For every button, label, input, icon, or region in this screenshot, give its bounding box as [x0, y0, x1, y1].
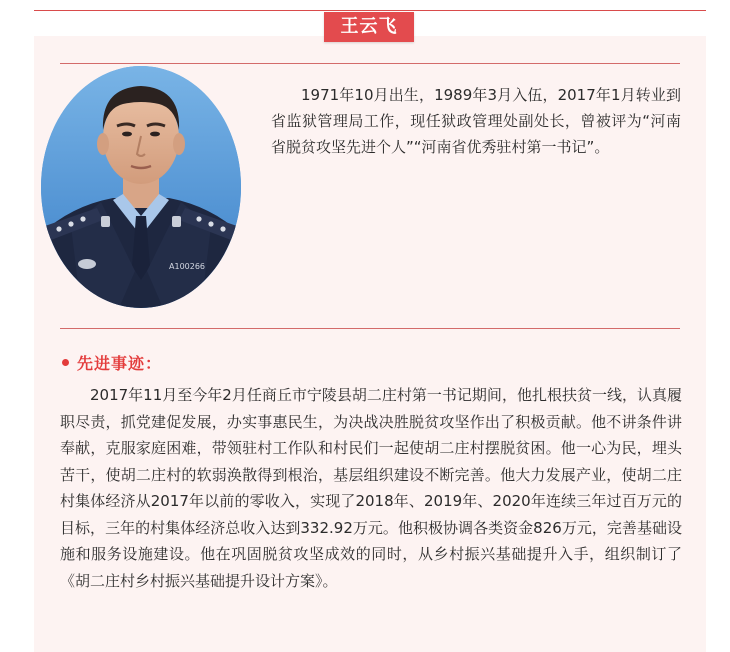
top-divider [34, 10, 706, 11]
bullet-dot-icon [62, 359, 69, 366]
portrait-photo [41, 66, 241, 308]
lower-divider [60, 328, 680, 329]
name-tag: 王云飞 [324, 12, 414, 42]
deeds-heading [62, 351, 162, 373]
badge-number: A100266 [169, 262, 206, 271]
deeds-paragraph: 2017年11月至今年2月任商丘市宁陵县胡二庄村第一书记期间，他扎根扶贫一线，认真履职尽责，抓党建促发展，办实事惠民生，为决战决胜脱贫攻坚作出了积极贡献。他不讲条件讲奉献，克服家庭困难，带领驻村工作队和村民们一起使胡二庄村摆脱贫困。他一心为民，埋头苦干，使胡二庄村的软弱涣散得到根治，基层组织建设不断完善。他大力发展产业，使胡二庄村集体经济从2017年以前的零收入，实现了2018年、2019年、2020年连续三年过百万元的目标，三年的村集体经济总收入达到332.92万元。他积极协调各类资金826万元，完善基础设施和服务设施建设。他在巩固脱贫攻坚成效的同时，从乡村振兴基础提升入手，组织制订了《胡二庄村乡村振兴基础提升设计方案》。 [60, 386, 682, 590]
officer-portrait-illustration [41, 66, 241, 308]
upper-divider [60, 63, 680, 64]
bio-paragraph: 1971年10月出生，1989年3月入伍，2017年1月转业到省监狱管理局工作，现任狱政管理处副处长，曾被评为“河南省脱贫攻坚先进个人”“河南省优秀驻村第一书记”。 [271, 86, 681, 156]
deeds-heading-text: 先进事迹： [77, 353, 163, 373]
